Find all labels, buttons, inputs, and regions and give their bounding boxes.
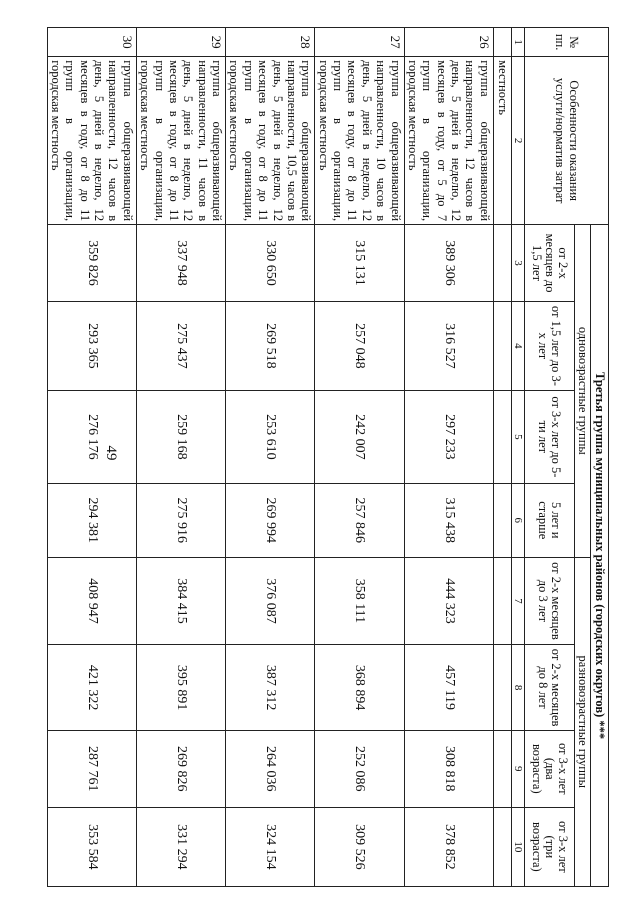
cost-value: 264 036: [226, 730, 315, 807]
cost-value: 253 610: [226, 390, 315, 483]
row-description: группа общеразвивающей направленности, 10 часов в день, 5 дней в неделю, 12 месяцев в году, от 8 до 11 групп в организации, городская местность: [315, 57, 404, 225]
cost-value: 293 365: [47, 302, 136, 391]
age-header: от 3-х лет (три возраста): [524, 807, 574, 886]
cost-norms-table: [47, 27, 609, 887]
table-row: [47, 28, 136, 887]
column-number: 5: [511, 390, 524, 483]
age-header: от 1,5 лет до 3-х лет: [524, 302, 574, 391]
cost-value: 316 527: [404, 302, 493, 391]
cost-value: 389 306: [404, 225, 493, 302]
row-number: 30: [47, 28, 136, 57]
page-number: 49: [103, 445, 119, 461]
column-number: 3: [511, 225, 524, 302]
cost-value: 275 916: [136, 483, 225, 557]
cost-value: 353 584: [47, 807, 136, 886]
cost-value: 324 154: [226, 807, 315, 886]
cost-value: 378 852: [404, 807, 493, 886]
column-number: 8: [511, 645, 524, 731]
table-row: [136, 28, 225, 887]
column-number: 1: [511, 28, 524, 57]
row-description: группа общеразвивающей направленности, 11 часов в день, 5 дней в неделю, 12 месяцев в году, от 8 до 11 групп в организации, городская местность: [136, 57, 225, 225]
age-header: 5 лет и старше: [524, 483, 574, 557]
table-row: [315, 28, 404, 887]
cost-value: 297 233: [404, 390, 493, 483]
row-description: группа общеразвивающей направленности, 12 часов в день, 5 дней в неделю, 12 месяцев в году, от 8 до 11 групп в организации, городская местность: [47, 57, 136, 225]
column-number: 4: [511, 302, 524, 391]
row-number: 26: [404, 28, 493, 57]
cost-value: 257 846: [315, 483, 404, 557]
column-number: 10: [511, 807, 524, 886]
cost-value: 421 322: [47, 645, 136, 731]
continuation-text: местность: [493, 57, 511, 225]
table-row: [226, 28, 315, 887]
cost-value: 376 087: [226, 557, 315, 645]
cost-value: 275 437: [136, 302, 225, 391]
cost-value: 309 526: [315, 807, 404, 886]
column-number: 9: [511, 730, 524, 807]
cost-value: 395 891: [136, 645, 225, 731]
row-description: группа общеразвивающей направленности, 12 часов в день, 5 дней в неделю, 12 месяцев в году, от 5 до 7 групп в организации, городская местность: [404, 57, 493, 225]
age-header: от 2-х месяцев до 1,5 лет: [524, 225, 574, 302]
age-header: от 2-х месяцев до 8 лет: [524, 645, 574, 731]
col-desc-header: Особенности оказания услуги/норматив затрат: [524, 57, 608, 225]
cost-value: 387 312: [226, 645, 315, 731]
col-no-header: № пп.: [524, 28, 608, 57]
cost-value: 269 994: [226, 483, 315, 557]
cost-value: 315 131: [315, 225, 404, 302]
cost-value: 358 111: [315, 557, 404, 645]
row-number: 27: [315, 28, 404, 57]
cost-value: 294 381: [47, 483, 136, 557]
row-number: 28: [226, 28, 315, 57]
single-age-title: одновозрастные группы: [574, 225, 590, 557]
cost-value: 269 518: [226, 302, 315, 391]
cost-value: 330 650: [226, 225, 315, 302]
cost-value: 252 086: [315, 730, 404, 807]
cost-value: 269 826: [136, 730, 225, 807]
column-number: 2: [511, 57, 524, 225]
row-description: группа общеразвивающей направленности, 10,5 часов в день, 5 дней в неделю, 12 месяцев в году, от 8 до 11 групп в организации, городская местность: [226, 57, 315, 225]
cost-value: 242 007: [315, 390, 404, 483]
table-row: [404, 28, 493, 887]
cost-value: 457 119: [404, 645, 493, 731]
cost-value: 308 818: [404, 730, 493, 807]
cost-value: 259 168: [136, 390, 225, 483]
age-header: от 2-х месяцев до 3 лет: [524, 557, 574, 645]
cost-value: 368 894: [315, 645, 404, 731]
group-title: Третья группа муниципальных районов (городских округов) ***: [591, 225, 609, 887]
cost-value: 384 415: [136, 557, 225, 645]
age-header: от 3-х лет (два возраста): [524, 730, 574, 807]
cost-value: 337 948: [136, 225, 225, 302]
age-header: от 3-х лет до 5-ти лет: [524, 390, 574, 483]
column-number: 7: [511, 557, 524, 645]
cost-value: 257 048: [315, 302, 404, 391]
cost-value: 444 323: [404, 557, 493, 645]
cost-value: 331 294: [136, 807, 225, 886]
mixed-age-title: разновозрастные группы: [574, 557, 590, 886]
cost-value: 287 761: [47, 730, 136, 807]
column-number: 6: [511, 483, 524, 557]
cost-value: 315 438: [404, 483, 493, 557]
cost-value: 408 947: [47, 557, 136, 645]
row-number: 29: [136, 28, 225, 57]
cost-value: 276 176: [47, 390, 136, 483]
cost-value: 359 826: [47, 225, 136, 302]
